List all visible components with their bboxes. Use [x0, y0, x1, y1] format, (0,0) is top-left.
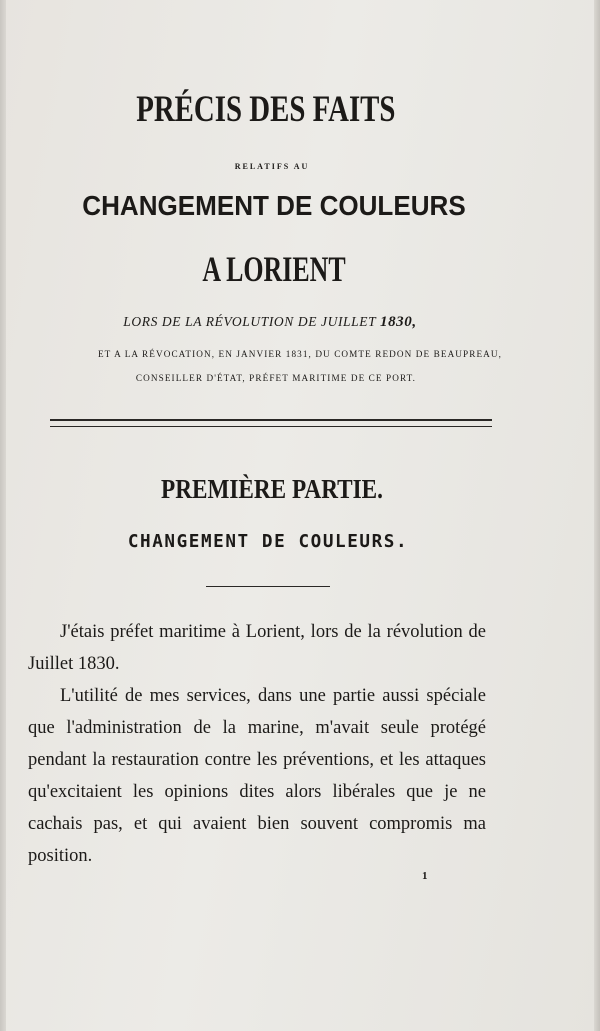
double-rule-divider — [50, 419, 492, 427]
page-folio: 1 — [422, 870, 428, 882]
part-subtitle: CHANGEMENT DE COULEURS. — [127, 531, 409, 552]
period-text: LORS DE LA RÉVOLUTION DE JUILLET — [123, 314, 376, 329]
paragraph-2: L'utilité de mes services, dans une partie aussi spéciale que l'administration de la marine, m'avait seule protégé pendant la restauration contre les préventions, et les attaques qu'excitaient les opinions dites alors libérales que je ne cachais pas, et qui avaient bien souvent compromis ma position. — [28, 686, 486, 866]
paragraph-1: J'étais préfet maritime à Lorient, lors de la révolution de Juillet 1830. — [28, 622, 486, 674]
page-edge-right — [594, 0, 600, 1031]
period-year: 1830, — [379, 314, 417, 330]
body-text — [28, 616, 486, 872]
short-rule-divider — [206, 586, 330, 587]
conseiller-line: CONSEILLER D'ÉTAT, PRÉFET MARITIME DE CE PORT. — [135, 373, 417, 383]
page-edge-left — [0, 0, 6, 1031]
subject-heading: CHANGEMENT DE COULEURS — [82, 190, 466, 221]
revocation-line: ET A LA RÉVOCATION, EN JANVIER 1831, DU COMTE REDON DE BEAUPREAU, — [97, 349, 503, 359]
document-title: PRÉCIS DES FAITS — [136, 89, 396, 130]
part-title: PREMIÈRE PARTIE. — [161, 474, 383, 504]
city-heading: A LORIENT — [202, 249, 346, 289]
relatifs-au-line: RELATIFS AU — [234, 162, 310, 171]
period-line — [0, 314, 570, 331]
